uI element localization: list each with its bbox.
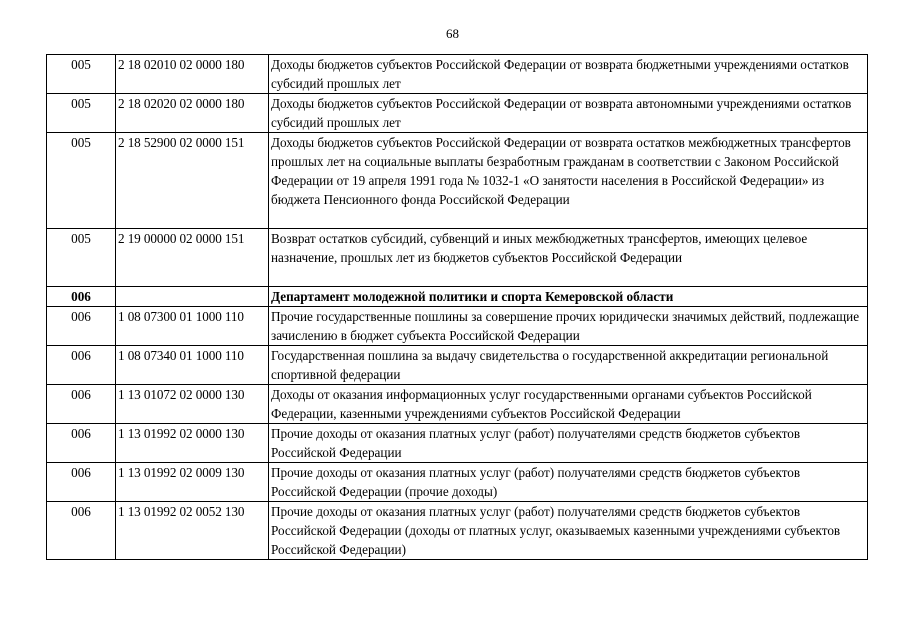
table-row [47, 502, 868, 560]
table-row [47, 55, 868, 94]
revenue-name-cell: Доходы бюджетов субъектов Российской Федерации от возврата бюджетными учреждениями остатков субсидий прошлых лет [269, 55, 868, 94]
department-name-cell: Департамент молодежной политики и спорта Кемеровской области [269, 287, 868, 307]
admin-code-cell: 005 [47, 229, 116, 287]
table-row [47, 94, 868, 133]
revenue-name-cell: Прочие доходы от оказания платных услуг (работ) получателями средств бюджетов субъектов Российской Федерации (прочие доходы) [269, 463, 868, 502]
admin-code-cell: 005 [47, 55, 116, 94]
admin-code-cell: 006 [47, 287, 116, 307]
page-number: 68 [446, 26, 459, 41]
table-row [47, 229, 868, 287]
table-row [47, 133, 868, 229]
revenue-codes-table [46, 54, 868, 560]
table-row [47, 385, 868, 424]
budget-code-cell [116, 287, 269, 307]
budget-code-cell: 2 18 02020 02 0000 180 [116, 94, 269, 133]
budget-code-cell: 1 13 01072 02 0000 130 [116, 385, 269, 424]
admin-code-cell: 006 [47, 424, 116, 463]
revenue-name-cell: Доходы бюджетов субъектов Российской Федерации от возврата автономными учреждениями остатков субсидий прошлых лет [269, 94, 868, 133]
admin-code-cell: 006 [47, 307, 116, 346]
admin-code-cell: 006 [47, 502, 116, 560]
revenue-name-cell: Государственная пошлина за выдачу свидетельства о государственной аккредитации региональной спортивной федерации [269, 346, 868, 385]
admin-code-cell: 005 [47, 94, 116, 133]
table-row [47, 424, 868, 463]
admin-code-cell: 006 [47, 346, 116, 385]
table-row [47, 346, 868, 385]
admin-code-cell: 006 [47, 385, 116, 424]
revenue-name-cell: Возврат остатков субсидий, субвенций и иных межбюджетных трансфертов, имеющих целевое назначение, прошлых лет из бюджетов субъектов Российской Федерации [269, 229, 868, 287]
budget-code-cell: 1 08 07300 01 1000 110 [116, 307, 269, 346]
admin-code-cell: 005 [47, 133, 116, 229]
budget-code-cell: 1 08 07340 01 1000 110 [116, 346, 269, 385]
revenue-name-cell: Прочие доходы от оказания платных услуг (работ) получателями средств бюджетов субъектов Российской Федерации (доходы от платных услуг, оказываемых казенными учреждениями субъектов Российской Федерации) [269, 502, 868, 560]
revenue-name-cell: Доходы от оказания информационных услуг государственными органами субъектов Российской Федерации, казенными учреждениями субъектов Российской Федерации [269, 385, 868, 424]
department-header-row [47, 287, 868, 307]
revenue-name-cell: Прочие доходы от оказания платных услуг (работ) получателями средств бюджетов субъектов Российской Федерации [269, 424, 868, 463]
budget-code-cell: 2 19 00000 02 0000 151 [116, 229, 269, 287]
admin-code-cell: 006 [47, 463, 116, 502]
budget-code-cell: 2 18 02010 02 0000 180 [116, 55, 269, 94]
revenue-name-cell: Доходы бюджетов субъектов Российской Федерации от возврата остатков межбюджетных трансфертов прошлых лет на социальные выплаты безработным гражданам в соответствии с Законом Российской Федерации от 19 апреля 1991 года № 1032-1 «О занятости населения в Российской Федерации» из бюджета Пенсионного фонда Российской Федерации [269, 133, 868, 229]
budget-code-cell: 2 18 52900 02 0000 151 [116, 133, 269, 229]
budget-code-cell: 1 13 01992 02 0009 130 [116, 463, 269, 502]
revenue-name-cell: Прочие государственные пошлины за совершение прочих юридически значимых действий, подлежащие зачислению в бюджет субъекта Российской Федерации [269, 307, 868, 346]
table-row [47, 463, 868, 502]
table-row [47, 307, 868, 346]
budget-code-cell: 1 13 01992 02 0000 130 [116, 424, 269, 463]
budget-code-cell: 1 13 01992 02 0052 130 [116, 502, 269, 560]
